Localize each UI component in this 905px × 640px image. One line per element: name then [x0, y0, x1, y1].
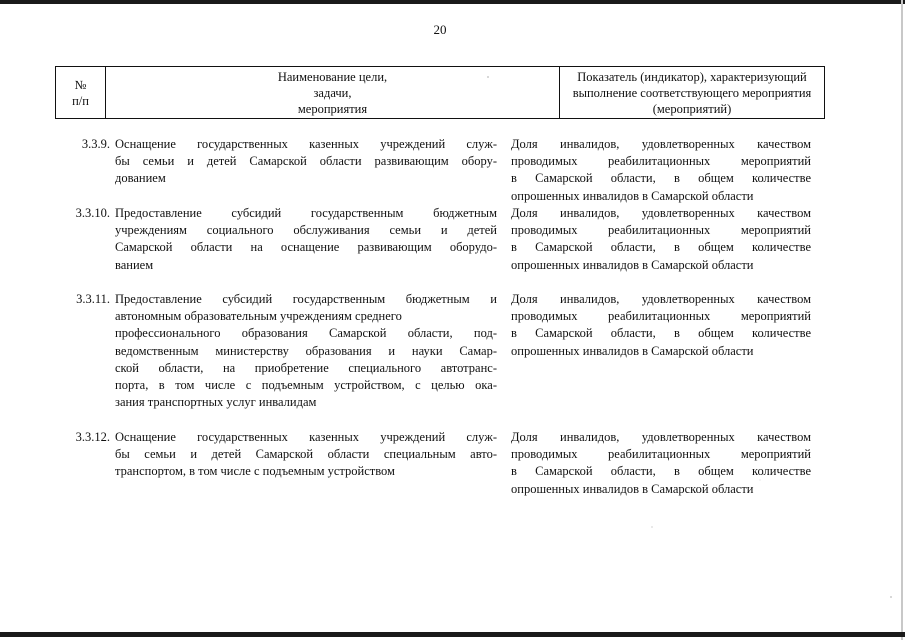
- row-indicator-line: в Самарской области, в общем количестве: [511, 464, 811, 479]
- row-indicator-line: Доля инвалидов, удовлетворенных качеством: [511, 430, 811, 444]
- row-indicator-line: опрошенных инвалидов в Самарской области: [511, 343, 754, 358]
- row-indicator-line: опрошенных инвалидов в Самарской области: [511, 257, 754, 272]
- page-number: 20: [433, 22, 447, 37]
- row-name-line: Предоставление субсидий государственным бюджетным: [115, 206, 497, 220]
- row-number: 3.3.12.: [75, 430, 110, 444]
- row-name-line: бы семьи и детей Самарской области развивающим обору-: [115, 154, 497, 169]
- scan-bottom-border: [0, 632, 905, 637]
- row-name-line: автономным образовательным учреждениям среднего: [115, 309, 402, 324]
- row-name-line: Предоставление субсидий государственным бюджетным и: [115, 292, 497, 306]
- row-indicator-line: опрошенных инвалидов в Самарской области: [511, 188, 754, 203]
- row-indicator-line: Доля инвалидов, удовлетворенных качеством: [511, 292, 811, 306]
- row-name-line: ванием: [115, 257, 154, 272]
- row-number: 3.3.9.: [81, 137, 110, 151]
- row-number: 3.3.10.: [75, 206, 110, 220]
- row-name-line: Оснащение государственных казенных учреждений служ-: [115, 137, 497, 151]
- row-indicator-line: опрошенных инвалидов в Самарской области: [511, 481, 754, 496]
- row-name-line: профессионального образования Самарской области, под-: [115, 326, 497, 341]
- row-indicator-line: в Самарской области, в общем количестве: [511, 326, 811, 341]
- row-number: 3.3.11.: [76, 292, 110, 306]
- row-name-line: ской области, на приобретение специального автотранс-: [115, 360, 497, 375]
- header-name-label: Наименование цели, задачи, мероприятия: [277, 69, 388, 116]
- row-indicator-line: в Самарской области, в общем количестве: [511, 240, 811, 255]
- row-name-line: ведомственным министерству образования и науки Самар-: [115, 343, 497, 358]
- row-name-line: дованием: [115, 171, 166, 186]
- row-indicator-line: Доля инвалидов, удовлетворенных качеством: [511, 206, 811, 220]
- row-indicator-line: в Самарской области, в общем количестве: [511, 171, 811, 186]
- row-name-line: порта, в том числе с подъемным устройством, с целью ока-: [115, 378, 497, 393]
- row-name-line: зания транспортных услуг инвалидам: [115, 395, 317, 410]
- row-indicator-line: проводимых реабилитационных мероприятий: [511, 223, 811, 238]
- row-name-line: Оснащение государственных казенных учреждений служ-: [115, 430, 497, 444]
- header-indicator-label: Показатель (индикатор), характеризующий выполнение соответствующего мероприятия (мероприятий): [572, 69, 812, 116]
- row-indicator-line: Доля инвалидов, удовлетворенных качеством: [511, 137, 811, 151]
- row-name-line: Самарской области на оснащение развивающим оборудо-: [115, 240, 497, 255]
- row-name-line: учреждениям социального обслуживания семьи и детей: [115, 223, 497, 238]
- row-name-line: транспортом, в том числе с подъемным устройством: [115, 464, 395, 479]
- header-number-label: № п/п: [72, 77, 89, 108]
- row-indicator-line: проводимых реабилитационных мероприятий: [511, 154, 811, 169]
- row-indicator-line: проводимых реабилитационных мероприятий: [511, 447, 811, 462]
- row-indicator-line: проводимых реабилитационных мероприятий: [511, 309, 811, 324]
- row-name-line: бы семьи и детей Самарской области специальным авто-: [115, 447, 497, 462]
